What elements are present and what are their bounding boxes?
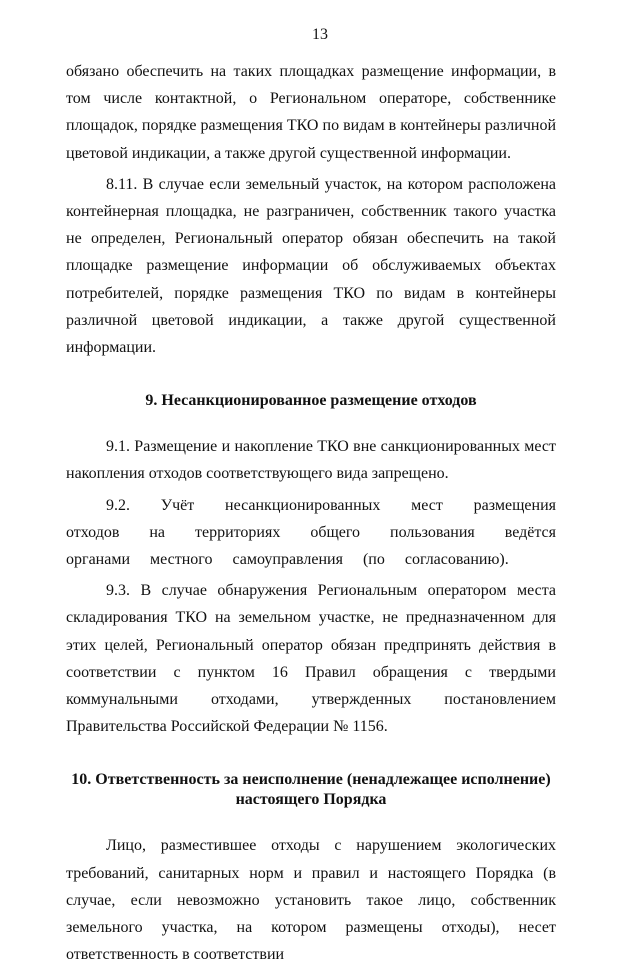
paragraph-10: Лицо, разместившее отходы с нарушением экологических требований, санитарных норм и правил и настоящего Порядка (в случае, если невозможно установить такое лицо, собственник земельного участка, на котором размещены отходы), несет ответственность в соответствии [66, 837, 556, 964]
paragraph-continuation: обязано обеспечить на таких площадках размещение информации, в том числе контактной, о Региональном операторе, собственнике площадок, порядке размещения ТКО по видам в контейнеры различной цветовой индикации, а также другой существенной информации. [66, 63, 556, 162]
paragraph-9-1: 9.1. Размещение и накопление ТКО вне санкционированных мест накопления отходов соответствующего вида запрещено. [66, 438, 556, 483]
section-heading-10 [66, 770, 556, 810]
page-number: 13 [312, 26, 328, 43]
document-body [66, 58, 556, 968]
paragraph-8-11: 8.11. В случае если земельный участок, на котором расположена контейнерная площадка, не разграничен, собственник такого участка не определен, Региональный оператор обязан обеспечить на такой площадке размещение информации об обслуживаемых объектах потребителей, порядке размещения ТКО по видам в контейнеры различной цветовой индикации, а также другой существенной информации. [66, 175, 556, 357]
section-heading-10-line2: настоящего Порядка [235, 791, 387, 809]
section-heading-10-line1: 10. Ответственность за неисполнение (ненадлежащее исполнение) [71, 771, 551, 789]
paragraph-9-2: 9.2. Учёт несанкционированных мест размещения отходов на территориях общего пользования ведётся органами местного самоуправления (по согласованию). [66, 496, 556, 569]
section-heading-9: 9. Несанкционированное размещение отходов [145, 392, 477, 410]
paragraph-9-3: 9.3. В случае обнаружения Региональным оператором места складирования ТКО на земельном участке, не предназначенном для этих целей, Региональный оператор обязан предпринять действия в соответствии с пунктом 16 Правил обращения с твердыми коммунальными отходами, утвержденных постановлением Правительства Российской Федерации № 1156. [66, 582, 556, 736]
